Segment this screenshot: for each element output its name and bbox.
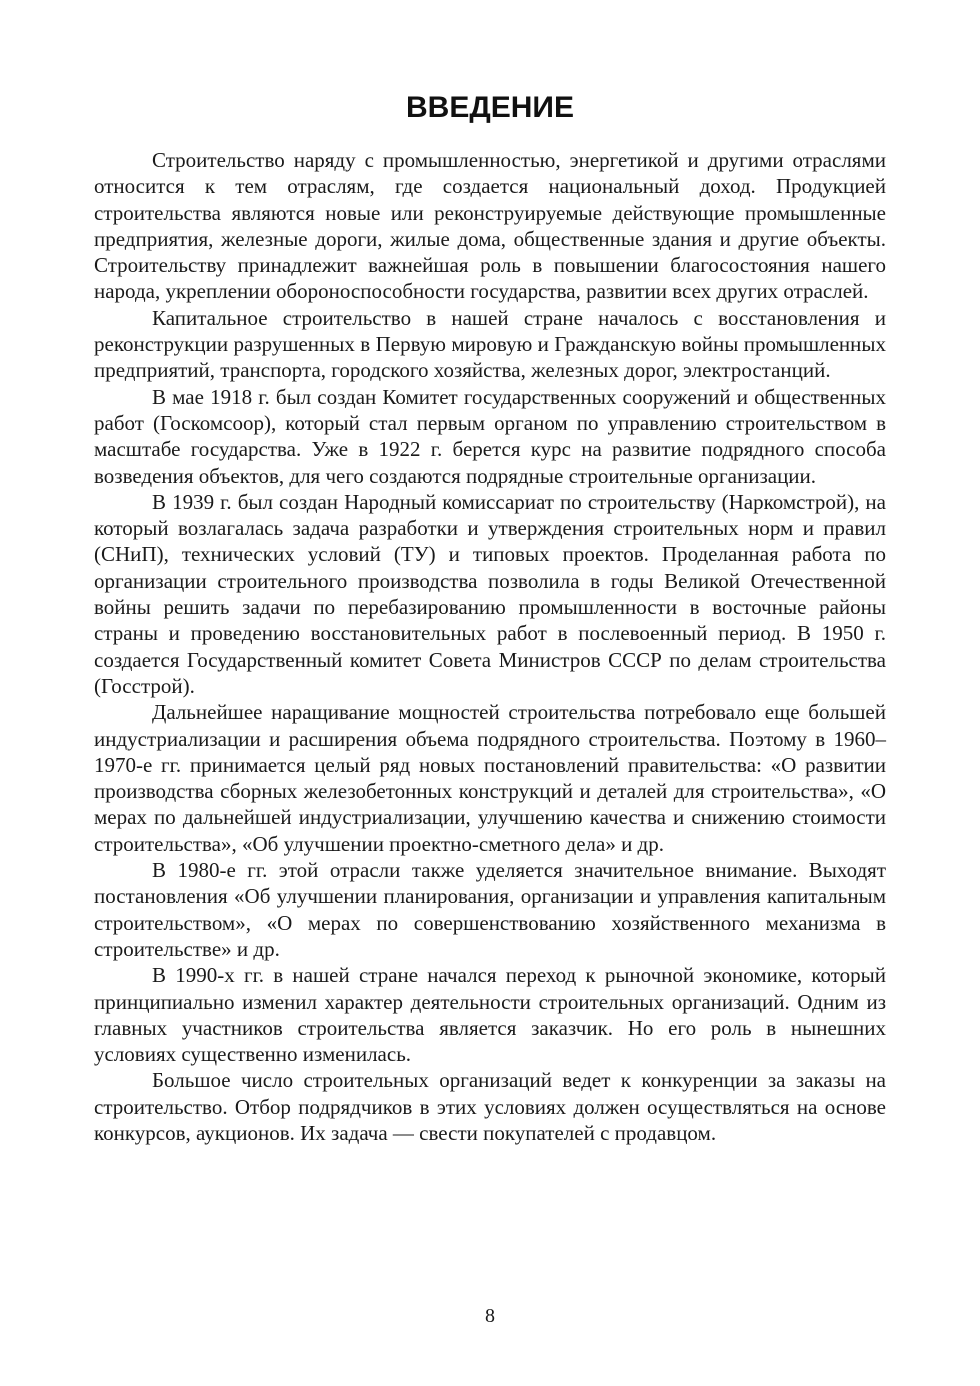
page-title: ВВЕДЕНИЕ [406, 91, 574, 124]
paragraph: В 1990-х гг. в нашей стране начался переход к рыночной экономике, который принципиально изменил характер деятельности строительных организаций. Одним из главных участников строительства является заказчик. Но его роль в нынешних условиях существенно изменилась. [94, 963, 886, 1067]
paragraph: В 1980-е гг. этой отрасли также уделяется значительное внимание. Выходят постановления «Об улучшении планирования, организации и управления капитальным строительством», «О мерах по совершенствованию хозяйственного механизма в строительстве» и др. [94, 858, 886, 961]
paragraph: В мае 1918 г. был создан Комитет государственных сооружений и общественных работ (Госкомсоор), который стал первым органом по управлению строительством в масштабе государства. Уже в 1922 г. берется курс на развитие подрядного способа возведения объектов, для чего создаются подрядные строительные организации. [94, 384, 886, 488]
paragraph: В 1939 г. был создан Народный комиссариат по строительству (Наркомстрой), на который возлагалась задача разработки и утверждения строительных норм и правил (СНиП), технических условий (ТУ) и типовых проектов. Проделанная работа по организации строительного производства позволила в годы Великой Отечественной войны решить задачи по перебазированию промышленности в восточные районы страны и проведению восстановительных работ в послевоенный период. В 1950 г. создается Государственный комитет Совета Министров СССР по делам строительства (Госстрой). [94, 489, 886, 698]
body-text [94, 147, 886, 1146]
paragraph: Строительство наряду с промышленностью, энергетикой и другими отраслями относится к тем отраслям, где создается национальный доход. Продукцией строительства являются новые или реконструируемые действующие промышленные предприятия, железные дороги, жилые дома, общественные здания и другие объекты. Строительству принадлежит важнейшая роль в повышении благосостояния нашего народа, укреплении обороноспособности государства, развитии всех других отраслей. [94, 148, 886, 304]
paragraph: Большое число строительных организаций ведет к конкуренции за заказы на строительство. Отбор подрядчиков в этих условиях должен осуществляться на основе конкурсов, аукционов. Их задача — свести покупателей с продавцом. [94, 1068, 886, 1145]
page-number: 8 [485, 1305, 495, 1327]
paragraph: Капитальное строительство в нашей стране началось с восстановления и реконструкции разрушенных в Первую мировую и Гражданскую войны промышленных предприятий, транспорта, городского хозяйства, железных дорог, электростанций. [94, 305, 886, 383]
paragraph: Дальнейшее наращивание мощностей строительства потребовало еще большей индустриализации и расширения объема подрядного строительства. Поэтому в 1960–1970-е гг. принимается целый ряд новых постановлений правительства: «О развитии производства сборных железобетонных конструкций и деталей для строительства», «О мерах по дальнейшей индустриализации, улучшению качества и снижению стоимости строительства», «Об улучшении проектно-сметного дела» и др. [94, 700, 886, 856]
